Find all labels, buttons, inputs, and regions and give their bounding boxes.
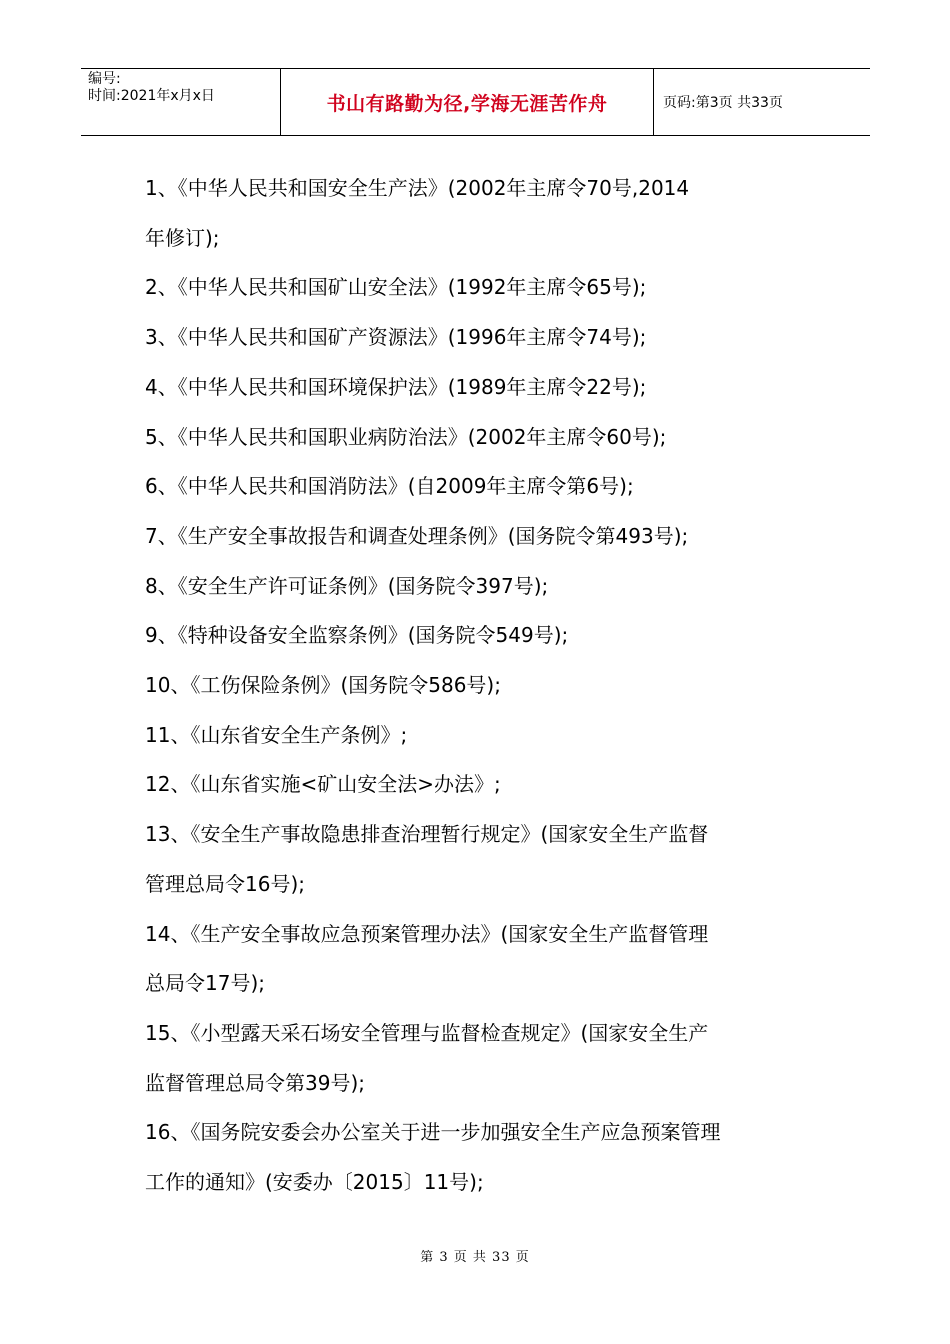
code-label: 编号: [88, 71, 121, 87]
list-item: 13、《安全生产事故隐患排查治理暂行规定》(国家安全生产监督 [145, 822, 709, 847]
page-footer: 第 3 页 共 33 页 [420, 1250, 530, 1265]
list-item: 14、《生产安全事故应急预案管理办法》(国家安全生产监督管理 [145, 921, 709, 946]
list-item: 7、《生产安全事故报告和调查处理条例》(国务院令第493号); [145, 523, 689, 548]
page-header [81, 68, 870, 136]
list-item: 管理总局令16号); [145, 871, 305, 896]
header-page-info: 页码:第3页 共33页 [663, 95, 783, 111]
list-item: 10、《工伤保险条例》(国务院令586号); [145, 673, 501, 698]
list-item: 年修订); [145, 225, 220, 250]
regulation-list [145, 164, 810, 1208]
list-item: 工作的通知》(安委办〔2015〕11号); [145, 1170, 484, 1195]
list-item: 8、《安全生产许可证条例》(国务院令397号); [145, 573, 549, 598]
list-item: 4、《中华人民共和国环境保护法》(1989年主席令22号); [145, 374, 647, 399]
list-item: 监督管理总局令第39号); [145, 1070, 365, 1095]
list-item: 5、《中华人民共和国职业病防治法》(2002年主席令60号); [145, 424, 667, 449]
header-motto: 书山有路勤为径,学海无涯苦作舟 [281, 69, 654, 135]
list-item: 6、《中华人民共和国消防法》(自2009年主席令第6号); [145, 474, 634, 499]
list-item: 11、《山东省安全生产条例》; [145, 722, 408, 747]
list-item: 1、《中华人民共和国安全生产法》(2002年主席令70号,2014 [145, 176, 690, 200]
list-item: 15、《小型露天采石场安全管理与监督检查规定》(国家安全生产 [145, 1020, 709, 1045]
list-item: 9、《特种设备安全监察条例》(国务院令549号); [145, 623, 569, 648]
list-item: 16、《国务院安委会办公室关于进一步加强安全生产应急预案管理 [145, 1120, 721, 1145]
list-item: 12、《山东省实施<矿山安全法>办法》; [145, 772, 501, 797]
list-item: 3、《中华人民共和国矿产资源法》(1996年主席令74号); [145, 325, 647, 350]
list-item: 总局令17号); [145, 971, 265, 996]
time-label: 时间:2021年x月x日 [88, 88, 215, 104]
header-meta [81, 69, 281, 135]
list-item: 2、《中华人民共和国矿山安全法》(1992年主席令65号); [145, 275, 647, 300]
